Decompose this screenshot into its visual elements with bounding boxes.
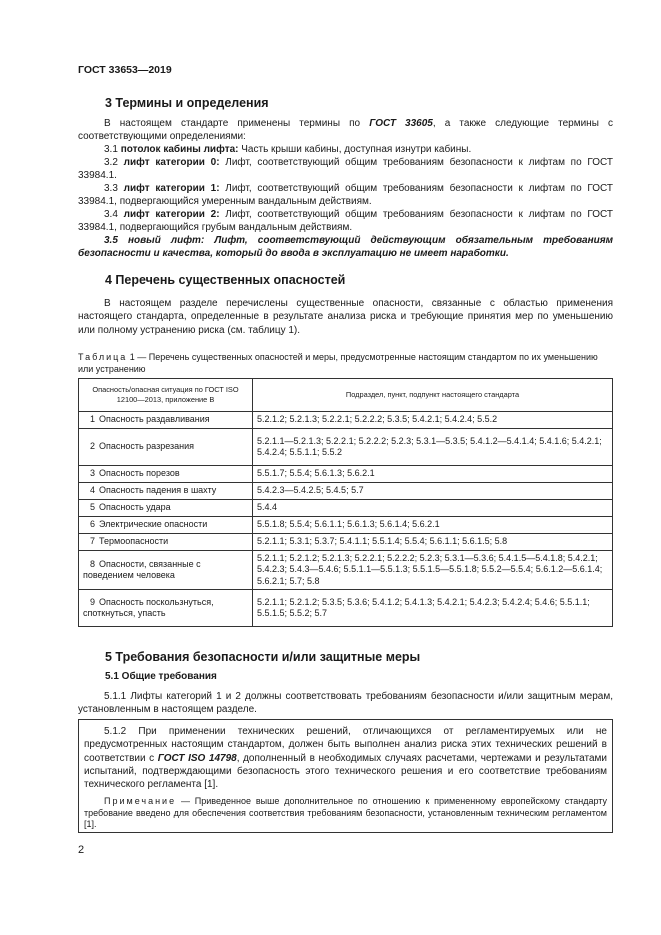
section-4-intro <box>78 297 613 337</box>
refs-cell: 5.2.1.1; 5.3.1; 5.3.7; 5.4.1.1; 5.5.1.4; 5.5.4; 5.6.1.1; 5.6.1.5; 5.8 <box>253 534 613 551</box>
table-body <box>79 412 613 627</box>
refs-cell: 5.2.1.1—5.2.1.3; 5.2.2.1; 5.2.2.2; 5.2.3; 5.3.1—5.3.5; 5.4.1.2—5.4.1.4; 5.4.1.6; 5.4.2.1; 5.4.2.4; 5.5.1.1; 5.5.2 <box>253 429 613 466</box>
table-row <box>79 429 613 466</box>
refs-cell: 5.2.1.1; 5.2.1.2; 5.3.5; 5.3.6; 5.4.1.2; 5.4.1.3; 5.4.2.1; 5.4.2.3; 5.4.2.4; 5.4.6; 5.5.1.1; 5.5.1.5; 5.5.2; 5.7 <box>253 590 613 627</box>
hazard-number: 5 <box>89 502 95 513</box>
para-5-1-1-text: 5.1.1 Лифты категорий 1 и 2 должны соответствовать требованиям безопасности и/или защитным мерам, установленным в настоящем разделе. <box>78 691 613 716</box>
section-4-title: 4 Перечень существенных опасностей <box>105 273 346 287</box>
table-caption-text: 1 — Перечень существенных опасностей и меры, предусмотренные настоящим стандартом по их уменьшению или устранению <box>78 352 598 374</box>
hazard-number: 2 <box>89 441 95 452</box>
table-row <box>79 483 613 500</box>
para-5-1-1 <box>78 690 613 717</box>
hazard-cell <box>79 429 253 466</box>
refs-cell: 5.5.1.7; 5.5.4; 5.6.1.3; 5.6.2.1 <box>253 466 613 483</box>
table-row <box>79 466 613 483</box>
note <box>84 796 607 831</box>
hazard-number: 7 <box>89 536 95 547</box>
refs-cell: 5.2.1.2; 5.2.1.3; 5.2.2.1; 5.2.2.2; 5.3.5; 5.4.2.1; 5.4.2.4; 5.5.2 <box>253 412 613 429</box>
hazard-name: Опасность порезов <box>99 468 180 479</box>
hazard-name: Опасность разрезания <box>99 441 195 452</box>
term-3-3 <box>78 182 613 209</box>
refs-cell: 5.4.4 <box>253 500 613 517</box>
term-definition: Часть крыши кабины, доступная изнутри кабины. <box>238 144 472 155</box>
hazard-cell <box>79 517 253 534</box>
table-row <box>79 590 613 627</box>
hazard-name: Опасность раздавливания <box>99 414 210 425</box>
intro-text-b: , а также следующие термины с соответствующими определениями: <box>78 118 613 143</box>
hazard-cell <box>79 500 253 517</box>
hazard-cell <box>79 534 253 551</box>
term-number: 3.3 <box>104 183 124 194</box>
section-4-intro-text: В настоящем разделе перечислены существенные опасности, связанные с областью применения настоящего стандарта, определенные в результате анализа риска и требующие принятия мер по уменьшению или полному устранению риска (см. таблицу 1). <box>78 298 613 336</box>
hazard-number: 8 <box>89 558 95 569</box>
hazard-number: 1 <box>89 414 95 425</box>
table-row <box>79 412 613 429</box>
term-name: лифт категории 1: <box>123 183 220 194</box>
term-name: потолок кабины лифта: <box>120 144 239 155</box>
note-text: — Приведенное выше дополнительное по отношению к примененному европейскому стандарту требование введено для обеспечения соответствия требованиям безопасности, установленным техническим регламентом [1]. <box>84 796 607 829</box>
subsection-5-1-title: 5.1 Общие требования <box>105 671 217 682</box>
hazard-number: 9 <box>89 596 95 607</box>
section-3-title: 3 Термины и определения <box>105 96 269 110</box>
table-row <box>79 551 613 590</box>
refs-cell: 5.4.2.3—5.4.2.5; 5.4.5; 5.7 <box>253 483 613 500</box>
hazard-name: Опасности, связанные с поведением человека <box>83 558 201 581</box>
term-3-5 <box>78 234 613 261</box>
hazards-table <box>78 378 613 627</box>
hazard-cell <box>79 483 253 500</box>
table-row <box>79 500 613 517</box>
term-3-4 <box>78 208 613 235</box>
hazard-name: Опасность падения в шахту <box>99 485 217 496</box>
hazard-name: Электрические опасности <box>99 519 208 530</box>
table-caption <box>78 351 613 375</box>
term-3-1 <box>78 143 613 156</box>
term-definition: Лифт, соответствующий общим требованиям безопасности к лифтам по ГОСТ 33984.1, подвергающийся грубым вандальным действиям. <box>78 209 613 234</box>
hazard-name: Термоопасности <box>99 536 169 547</box>
term-definition: Лифт, соответствующий общим требованиям безопасности к лифтам по ГОСТ 33984.1. <box>78 157 613 182</box>
para-5-1-2 <box>84 725 607 791</box>
page-number: 2 <box>78 844 85 856</box>
hazard-number: 4 <box>89 485 95 496</box>
hazard-cell <box>79 412 253 429</box>
term-number: 3.1 <box>104 144 121 155</box>
term-name: лифт категории 0: <box>123 157 220 168</box>
refs-cell: 5.2.1.1; 5.2.1.2; 5.2.1.3; 5.2.2.1; 5.2.2.2; 5.2.3; 5.3.1—5.3.6; 5.4.1.5—5.4.1.8; 5.4.2.1; 5.4.2.3; 5.4.3—5.4.6; 5.5.1.1—5.5.1.3; 5.5.1.5—5.5.1.8; 5.5.2—5.5.4; 5.6.1.2—5.6.1.4; 5.6.2.1; 5.7; 5.8 <box>253 551 613 590</box>
hazard-cell <box>79 551 253 590</box>
section-5-title: 5 Требования безопасности и/или защитные меры <box>105 650 421 664</box>
term-number: 3.2 <box>104 157 124 168</box>
para-5-1-2-text-a: 5.1.2 При применении технических решений, отличающихся от регламентируемых или не предусмотренных настоящим стандартом, должен быть выполнен анализ риска этих технических решений в соответствии с <box>84 726 607 764</box>
refs-cell: 5.5.1.8; 5.5.4; 5.6.1.1; 5.6.1.3; 5.6.1.4; 5.6.2.1 <box>253 517 613 534</box>
hazard-number: 3 <box>89 468 95 479</box>
hazard-number: 6 <box>89 519 95 530</box>
table-row <box>79 517 613 534</box>
note-label: Примечание <box>104 796 177 806</box>
table-row <box>79 534 613 551</box>
hazard-name: Опасность поскользнуться, споткнуться, упасть <box>83 596 214 619</box>
column-header-hazard: Опасность/опасная ситуация по ГОСТ ISO 12100—2013, приложение В <box>79 379 253 412</box>
intro-text-a: В настоящем стандарте применены термины по <box>104 118 370 129</box>
term-definition: Лифт, соответствующий общим требованиям безопасности к лифтам по ГОСТ 33984.1, подвергающийся умеренным вандальным действиям. <box>78 183 613 208</box>
intro-reference: ГОСТ 33605 <box>369 118 433 129</box>
table-header-row <box>79 379 613 412</box>
term-number: 3.4 <box>104 209 124 220</box>
section-3-intro <box>78 117 613 144</box>
term-name: лифт категории 2: <box>123 209 220 220</box>
hazard-cell <box>79 590 253 627</box>
term-3-5-text: 3.5 новый лифт: Лифт, соответствующий действующим обязательным требованиям безопасности и качества, который до ввода в эксплуатацию не имеет наработки. <box>78 235 613 260</box>
para-5-1-2-text-b: , дополненный в необходимых случаях расчетами, чертежами и результатами испытаний, подтверждающими безопасность этого технического решения и его соответствие требованиям технического регламента [1]. <box>84 752 607 791</box>
term-3-2 <box>78 156 613 183</box>
para-5-1-2-reference: ГОСТ ISO 14798 <box>157 752 237 764</box>
table-caption-label: Таблица <box>78 352 128 362</box>
hazard-cell <box>79 466 253 483</box>
column-header-refs: Подраздел, пункт, подпункт настоящего стандарта <box>253 379 613 412</box>
document-header: ГОСТ 33653—2019 <box>78 64 172 76</box>
hazard-name: Опасность удара <box>99 502 171 513</box>
